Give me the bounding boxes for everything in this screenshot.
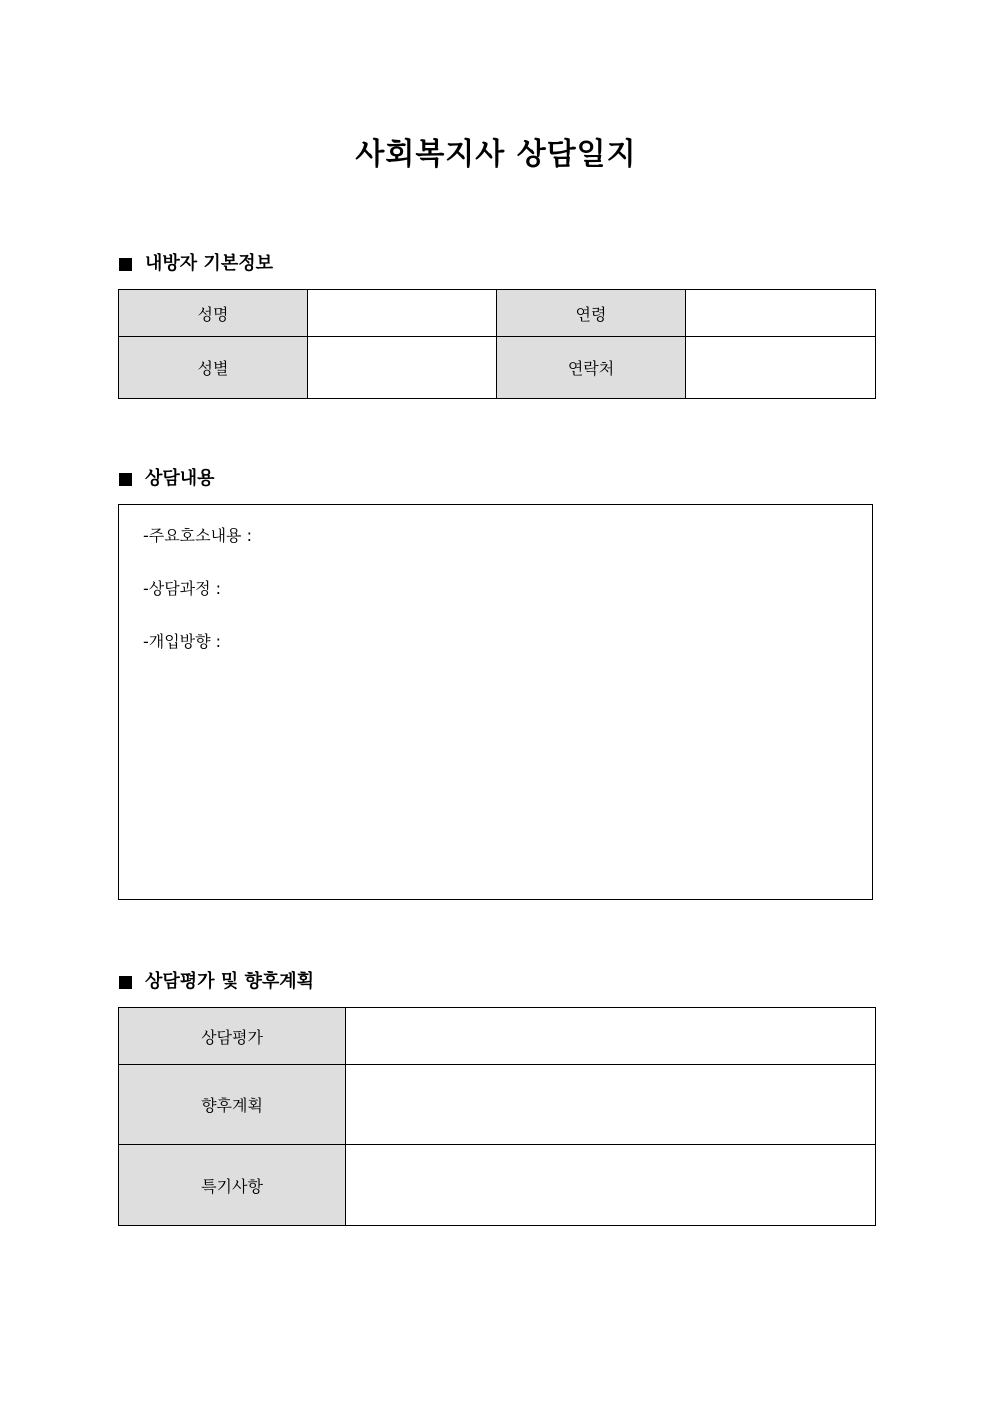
contact-label: 연락처: [497, 337, 686, 399]
section-heading-label: 상담내용: [145, 468, 215, 489]
counsel-content-box[interactable]: [118, 504, 873, 900]
table-row: [119, 290, 876, 337]
special-notes-label: 특기사항: [119, 1145, 346, 1226]
basic-info-table: [118, 289, 876, 399]
name-field[interactable]: [308, 290, 497, 337]
age-field[interactable]: [686, 290, 876, 337]
evaluation-field[interactable]: [346, 1008, 876, 1065]
section-heading-counsel-content: [119, 467, 215, 491]
age-label: 연령: [497, 290, 686, 337]
main-complaint-line: -주요호소내용 :: [143, 526, 252, 545]
table-row: [119, 1008, 876, 1065]
table-row: [119, 337, 876, 399]
square-bullet-icon: [119, 258, 132, 271]
document-title: 사회복지사 상담일지: [355, 137, 637, 172]
future-plan-field[interactable]: [346, 1065, 876, 1145]
evaluation-table: [118, 1007, 876, 1226]
special-notes-field[interactable]: [346, 1145, 876, 1226]
section-heading-evaluation: [119, 970, 314, 994]
square-bullet-icon: [119, 976, 132, 989]
section-heading-label: 상담평가 및 향후계획: [145, 971, 315, 992]
section-heading-label: 내방자 기본정보: [145, 253, 273, 274]
contact-field[interactable]: [686, 337, 876, 399]
counsel-process-line: -상담과정 :: [143, 579, 222, 598]
intervention-direction-line: -개입방향 :: [143, 632, 222, 651]
name-label: 성명: [119, 290, 308, 337]
future-plan-label: 향후계획: [119, 1065, 346, 1145]
table-row: [119, 1145, 876, 1226]
gender-label: 성별: [119, 337, 308, 399]
gender-field[interactable]: [308, 337, 497, 399]
table-row: [119, 1065, 876, 1145]
evaluation-label: 상담평가: [119, 1008, 346, 1065]
section-heading-basic-info: [119, 252, 273, 276]
square-bullet-icon: [119, 473, 132, 486]
